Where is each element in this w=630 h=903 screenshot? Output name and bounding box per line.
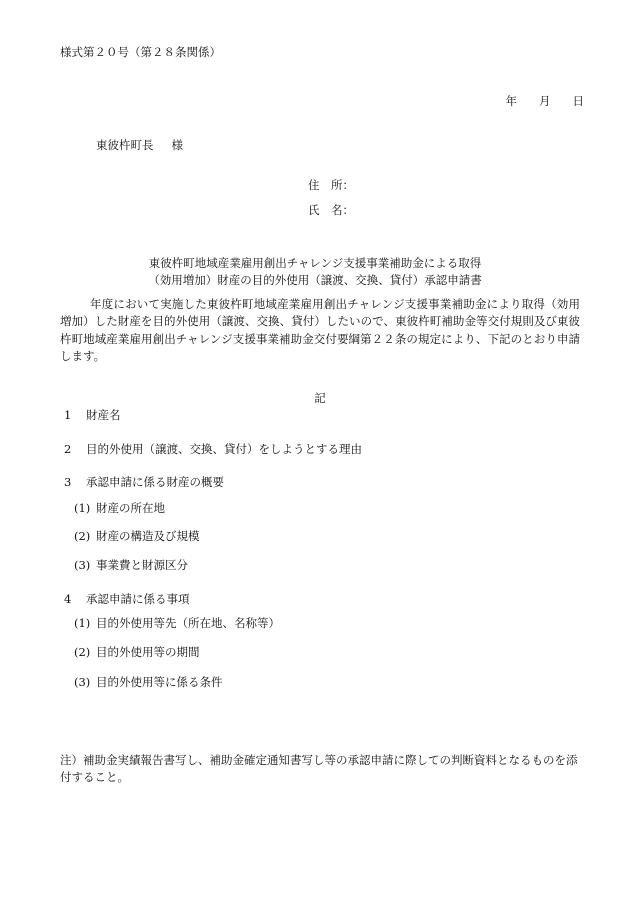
date-year: 年 [505, 94, 517, 108]
item-3-sub-1-number: (1) [74, 501, 91, 515]
item-4-label: 承認申請に係る事項 [86, 592, 190, 606]
date-month: 月 [539, 94, 551, 108]
item-4 [64, 591, 190, 608]
item-4-sub-2 [74, 644, 200, 661]
ki-heading: 記 [314, 391, 326, 405]
item-3-sub-2-number: (2) [74, 529, 91, 543]
document-title-line-1: 東彼杵町地域産業雇用創出チャレンジ支援事業補助金による取得 [148, 256, 482, 270]
item-2 [64, 441, 362, 458]
item-3-number: 3 [64, 475, 72, 489]
item-1 [64, 407, 121, 424]
item-4-sub-2-number: (2) [74, 645, 91, 659]
item-4-sub-3-number: (3) [74, 675, 91, 689]
item-4-sub-3-label: 目的外使用等に係る条件 [96, 675, 223, 689]
applicant-name-label: 氏 名： [308, 203, 354, 217]
item-4-sub-1-number: (1) [74, 616, 91, 630]
footnote: 注）補助金実績報告書写し、補助金確定通知書写し等の承認申請に際しての判断資料となるものを添付すること。 [60, 753, 578, 785]
item-2-label: 目的外使用（譲渡、交換、貸付）をしようとする理由 [86, 442, 362, 456]
item-4-sub-2-label: 目的外使用等の期間 [96, 645, 200, 659]
item-1-label: 財産名 [86, 408, 121, 422]
addressee-name: 東彼杵町長 [96, 138, 154, 152]
item-3-sub-3 [74, 557, 188, 574]
item-3-label: 承認申請に係る財産の概要 [86, 475, 224, 489]
date-day: 日 [572, 94, 584, 108]
document-title-line-2: （効用増加）財産の目的外使用（譲渡、交換、貸付）承認申請書 [148, 273, 482, 287]
body-paragraph: 年度において実施した東彼杵町地域産業雇用創出チャレンジ支援事業補助金により取得（効用増加）した財産を目的外使用（譲渡、交換、貸付）したいので、東彼杵町補助金等交付規則及び東彼杵町地域産業雇用創出チャレンジ支援事業補助金交付要綱第２２条の規定により、下記のとおり申請します。 [60, 297, 580, 363]
item-3-sub-2-label: 財産の構造及び規模 [96, 529, 200, 543]
item-3-sub-1-label: 財産の所在地 [96, 501, 165, 515]
item-3-sub-3-label: 事業費と財源区分 [96, 558, 188, 572]
item-1-number: 1 [64, 408, 72, 422]
item-4-sub-1 [74, 615, 280, 632]
form-number: 様式第２０号（第２８条関係） [60, 45, 221, 59]
item-3-sub-2 [74, 528, 200, 545]
date-line [506, 93, 585, 110]
item-4-sub-3 [74, 674, 223, 691]
item-3 [64, 474, 224, 491]
item-2-number: 2 [64, 442, 72, 456]
item-3-sub-1 [74, 500, 165, 517]
item-4-number: 4 [64, 592, 72, 606]
addressee [96, 137, 183, 154]
item-4-sub-1-label: 目的外使用等先（所在地、名称等） [96, 616, 280, 630]
applicant-address-label: 住 所： [308, 178, 354, 192]
addressee-honorific: 様 [171, 138, 183, 152]
item-3-sub-3-number: (3) [74, 558, 91, 572]
